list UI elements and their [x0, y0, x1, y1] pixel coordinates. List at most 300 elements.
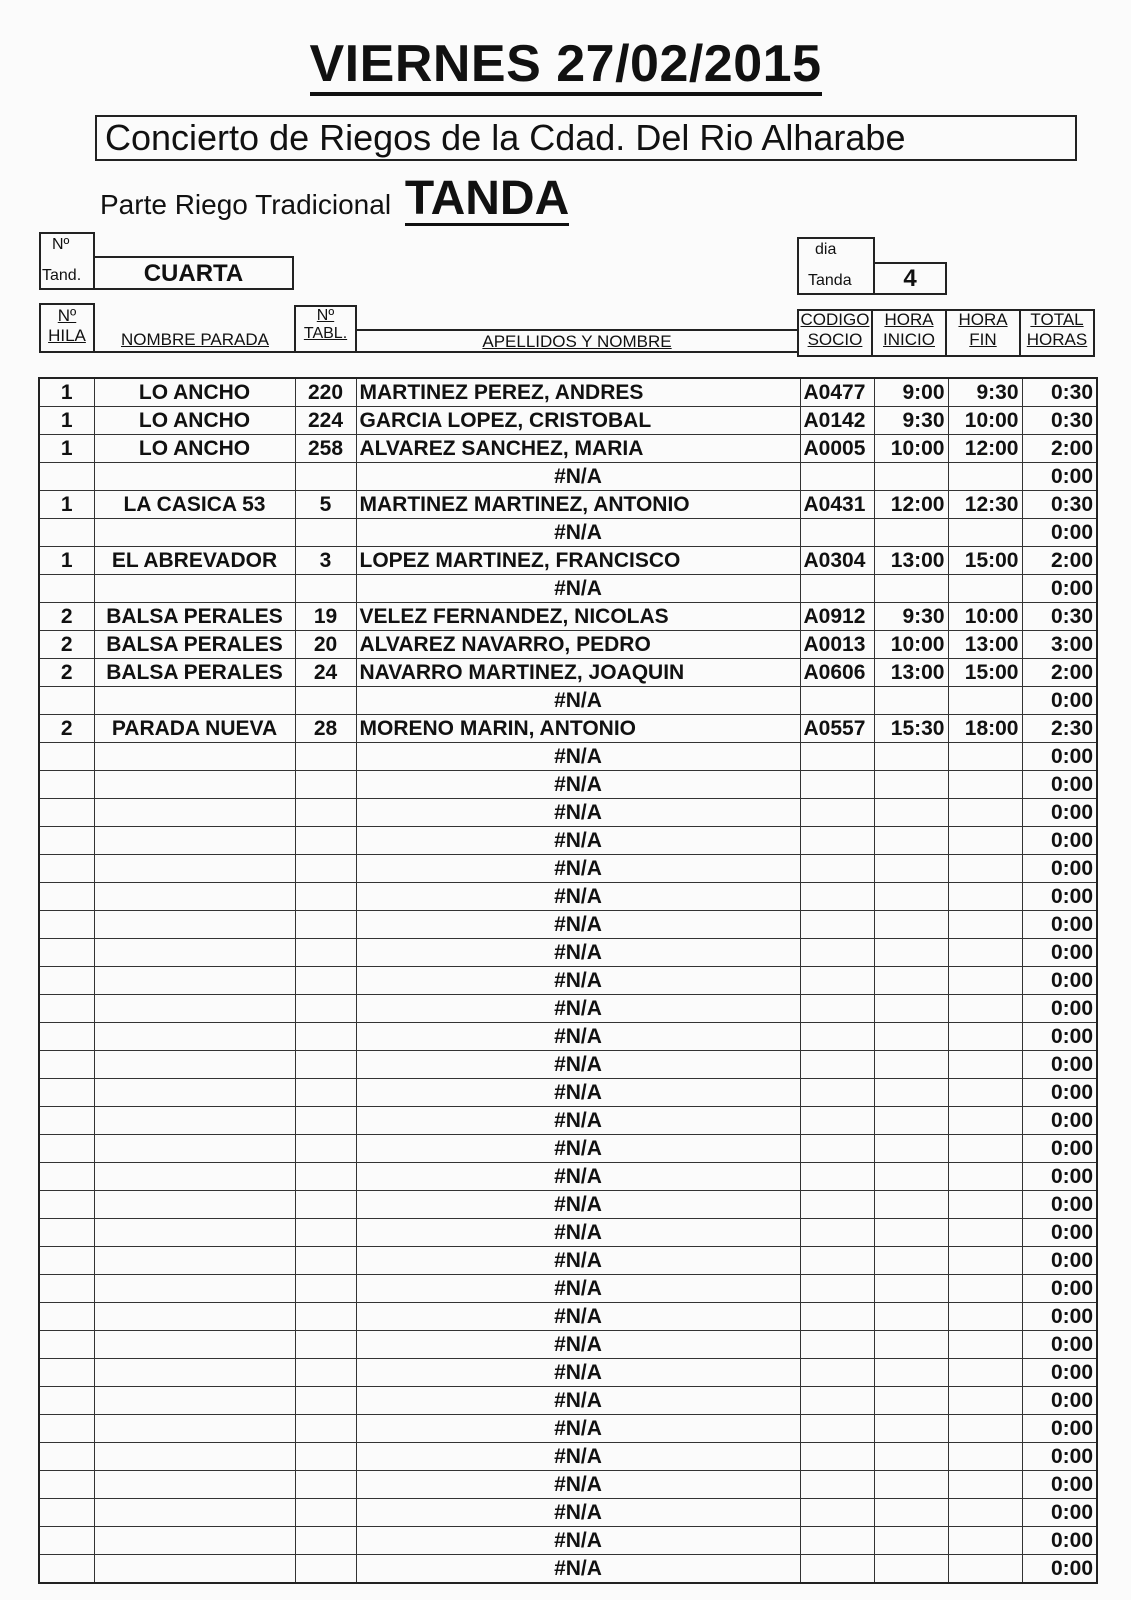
table-row: [39, 1023, 1097, 1051]
cell-total: 0:00: [1022, 575, 1097, 603]
cell-codigo: [800, 1471, 874, 1499]
cell-total: 0:00: [1022, 1443, 1097, 1471]
table-row: [39, 1191, 1097, 1219]
cell-total: 0:00: [1022, 1275, 1097, 1303]
table-row: [39, 547, 1097, 575]
cell-inicio: [874, 1443, 948, 1471]
cell-parada: [94, 1163, 295, 1191]
cell-hila: [39, 967, 94, 995]
cell-hila: 1: [39, 547, 94, 575]
cell-total: 0:00: [1022, 1415, 1097, 1443]
cell-fin: [948, 1219, 1022, 1247]
cell-hila: [39, 799, 94, 827]
cell-fin: [948, 575, 1022, 603]
cell-nombre: #N/A: [356, 1555, 800, 1584]
table-row: [39, 1443, 1097, 1471]
cell-tabl: [295, 1415, 356, 1443]
cell-hila: [39, 1163, 94, 1191]
cell-nombre: LOPEZ MARTINEZ, FRANCISCO: [356, 547, 800, 575]
cell-total: 0:00: [1022, 1219, 1097, 1247]
cell-total: 0:00: [1022, 743, 1097, 771]
cell-inicio: [874, 743, 948, 771]
table-row: [39, 743, 1097, 771]
cell-nombre: #N/A: [356, 855, 800, 883]
cell-nombre: #N/A: [356, 883, 800, 911]
cell-codigo: [800, 855, 874, 883]
cell-fin: [948, 743, 1022, 771]
cell-fin: [948, 1135, 1022, 1163]
cell-inicio: [874, 575, 948, 603]
cell-fin: [948, 1051, 1022, 1079]
table-row: [39, 1163, 1097, 1191]
cell-inicio: [874, 1163, 948, 1191]
cell-tabl: [295, 1275, 356, 1303]
cell-nombre: #N/A: [356, 1415, 800, 1443]
cell-parada: [94, 1415, 295, 1443]
cell-nombre: #N/A: [356, 1051, 800, 1079]
cell-tabl: 28: [295, 715, 356, 743]
cell-hila: [39, 1135, 94, 1163]
table-row: [39, 771, 1097, 799]
cell-parada: [94, 687, 295, 715]
cell-fin: [948, 883, 1022, 911]
cell-fin: [948, 1331, 1022, 1359]
cell-fin: [948, 855, 1022, 883]
cell-tabl: [295, 1331, 356, 1359]
cell-parada: [94, 855, 295, 883]
cell-inicio: 13:00: [874, 659, 948, 687]
cell-hila: [39, 771, 94, 799]
cell-total: 0:00: [1022, 1499, 1097, 1527]
cell-hila: [39, 1527, 94, 1555]
cell-inicio: [874, 967, 948, 995]
cell-nombre: #N/A: [356, 939, 800, 967]
cell-inicio: [874, 687, 948, 715]
cell-parada: [94, 1303, 295, 1331]
cell-inicio: [874, 1415, 948, 1443]
cell-parada: [94, 463, 295, 491]
cell-fin: [948, 939, 1022, 967]
cell-codigo: [800, 1387, 874, 1415]
table-row: [39, 1303, 1097, 1331]
cell-total: 0:00: [1022, 1163, 1097, 1191]
cell-hila: [39, 995, 94, 1023]
cell-codigo: [800, 1163, 874, 1191]
cell-tabl: [295, 939, 356, 967]
cell-hila: [39, 1443, 94, 1471]
cell-codigo: A0005: [800, 435, 874, 463]
cell-tabl: [295, 1219, 356, 1247]
cell-nombre: #N/A: [356, 827, 800, 855]
cell-nombre: #N/A: [356, 575, 800, 603]
cell-fin: [948, 1275, 1022, 1303]
cell-codigo: [800, 1303, 874, 1331]
cell-inicio: [874, 1079, 948, 1107]
cell-total: 0:00: [1022, 827, 1097, 855]
cell-codigo: A0606: [800, 659, 874, 687]
cell-total: 0:00: [1022, 1555, 1097, 1584]
cell-codigo: [800, 827, 874, 855]
cell-inicio: [874, 1051, 948, 1079]
table-row: [39, 1219, 1097, 1247]
cell-total: 2:00: [1022, 659, 1097, 687]
cell-hila: [39, 1499, 94, 1527]
cell-tabl: [295, 1135, 356, 1163]
cell-total: 0:30: [1022, 407, 1097, 435]
cell-tabl: [295, 575, 356, 603]
document-title: [0, 36, 1131, 96]
cell-parada: [94, 1107, 295, 1135]
cell-codigo: [800, 771, 874, 799]
table-row: [39, 1471, 1097, 1499]
table-row: [39, 883, 1097, 911]
table-row: [39, 1527, 1097, 1555]
cell-hila: [39, 1359, 94, 1387]
table-row: [39, 1499, 1097, 1527]
cell-fin: [948, 1555, 1022, 1584]
cell-tabl: [295, 911, 356, 939]
cell-total: 0:00: [1022, 855, 1097, 883]
cell-parada: [94, 1555, 295, 1584]
cell-total: 0:00: [1022, 1359, 1097, 1387]
table-row: [39, 1555, 1097, 1584]
header-nombre: APELLIDOS Y NOMBRE: [482, 332, 672, 351]
cell-tabl: [295, 1107, 356, 1135]
cell-total: 0:00: [1022, 911, 1097, 939]
cell-fin: [948, 1499, 1022, 1527]
cell-fin: [948, 1527, 1022, 1555]
header-total: TOTAL HORAS: [1026, 310, 1088, 349]
cell-fin: [948, 1303, 1022, 1331]
cell-parada: [94, 1051, 295, 1079]
cell-tabl: [295, 1443, 356, 1471]
cell-nombre: #N/A: [356, 1107, 800, 1135]
cell-hila: [39, 1191, 94, 1219]
table-row: [39, 575, 1097, 603]
cell-codigo: [800, 1051, 874, 1079]
table-row: [39, 1387, 1097, 1415]
cell-inicio: 10:00: [874, 435, 948, 463]
subtitle: [100, 172, 570, 235]
table-row: [39, 855, 1097, 883]
cell-inicio: [874, 939, 948, 967]
cell-inicio: [874, 1191, 948, 1219]
cell-nombre: #N/A: [356, 1135, 800, 1163]
cell-inicio: [874, 1527, 948, 1555]
cell-codigo: [800, 939, 874, 967]
cell-inicio: [874, 827, 948, 855]
cell-tabl: [295, 1079, 356, 1107]
cell-parada: [94, 575, 295, 603]
cell-fin: [948, 911, 1022, 939]
cell-codigo: A0431: [800, 491, 874, 519]
cell-fin: [948, 771, 1022, 799]
table-row: [39, 378, 1097, 407]
cell-parada: [94, 1331, 295, 1359]
cell-codigo: [800, 967, 874, 995]
table-row: [39, 407, 1097, 435]
cell-parada: [94, 1275, 295, 1303]
cell-tabl: 19: [295, 603, 356, 631]
cell-total: 2:00: [1022, 547, 1097, 575]
cell-codigo: A0142: [800, 407, 874, 435]
cell-hila: [39, 1107, 94, 1135]
cell-parada: LO ANCHO: [94, 435, 295, 463]
cell-fin: [948, 799, 1022, 827]
cell-inicio: [874, 1107, 948, 1135]
cell-parada: [94, 1527, 295, 1555]
cell-hila: [39, 519, 94, 547]
cell-nombre: NAVARRO MARTINEZ, JOAQUIN: [356, 659, 800, 687]
cell-fin: [948, 995, 1022, 1023]
cell-hila: 1: [39, 378, 94, 407]
cell-tabl: 258: [295, 435, 356, 463]
cell-codigo: A0304: [800, 547, 874, 575]
cell-inicio: [874, 771, 948, 799]
cell-codigo: [800, 1023, 874, 1051]
cell-nombre: MORENO MARIN, ANTONIO: [356, 715, 800, 743]
cell-codigo: [800, 519, 874, 547]
cell-fin: 15:00: [948, 659, 1022, 687]
cell-tabl: [295, 883, 356, 911]
cell-nombre: #N/A: [356, 743, 800, 771]
cell-fin: [948, 967, 1022, 995]
header-parada: NOMBRE PARADA: [121, 330, 269, 349]
cell-nombre: #N/A: [356, 1387, 800, 1415]
cell-fin: [948, 1023, 1022, 1051]
cell-fin: [948, 519, 1022, 547]
cell-nombre: #N/A: [356, 1247, 800, 1275]
cell-fin: 12:30: [948, 491, 1022, 519]
cell-parada: BALSA PERALES: [94, 659, 295, 687]
cell-total: 0:00: [1022, 1303, 1097, 1331]
table-row: [39, 939, 1097, 967]
cell-total: 0:30: [1022, 378, 1097, 407]
cell-tabl: [295, 1163, 356, 1191]
cell-hila: [39, 911, 94, 939]
table-row: [39, 1359, 1097, 1387]
table-row: [39, 631, 1097, 659]
cell-total: 2:30: [1022, 715, 1097, 743]
cell-inicio: [874, 1499, 948, 1527]
cell-fin: 13:00: [948, 631, 1022, 659]
cell-total: 0:00: [1022, 1471, 1097, 1499]
cell-fin: 12:00: [948, 435, 1022, 463]
cell-tabl: [295, 519, 356, 547]
cell-tabl: [295, 463, 356, 491]
cell-codigo: [800, 995, 874, 1023]
cell-inicio: 10:00: [874, 631, 948, 659]
cell-total: 0:00: [1022, 687, 1097, 715]
dia-label: dia: [815, 241, 837, 258]
cell-hila: [39, 1051, 94, 1079]
cell-inicio: [874, 1331, 948, 1359]
cell-inicio: 13:00: [874, 547, 948, 575]
cell-inicio: [874, 1219, 948, 1247]
cell-hila: 2: [39, 715, 94, 743]
cell-total: 0:00: [1022, 1191, 1097, 1219]
cell-fin: [948, 1387, 1022, 1415]
cell-fin: [948, 687, 1022, 715]
cell-fin: 9:30: [948, 378, 1022, 407]
cell-nombre: #N/A: [356, 1331, 800, 1359]
cell-hila: 2: [39, 659, 94, 687]
cell-codigo: [800, 1191, 874, 1219]
cell-parada: [94, 1443, 295, 1471]
cell-codigo: [800, 1443, 874, 1471]
cell-codigo: A0013: [800, 631, 874, 659]
cell-codigo: [800, 575, 874, 603]
cell-tabl: 20: [295, 631, 356, 659]
cell-nombre: #N/A: [356, 687, 800, 715]
cell-codigo: [800, 463, 874, 491]
cell-codigo: [800, 911, 874, 939]
cell-total: 0:00: [1022, 1079, 1097, 1107]
cell-tabl: [295, 799, 356, 827]
cell-fin: [948, 1443, 1022, 1471]
cell-total: 3:00: [1022, 631, 1097, 659]
cell-codigo: [800, 1247, 874, 1275]
cell-parada: [94, 1135, 295, 1163]
cell-tabl: [295, 771, 356, 799]
header-codigo: CODIGO SOCIO: [800, 310, 870, 349]
cell-codigo: A0912: [800, 603, 874, 631]
cell-fin: [948, 1079, 1022, 1107]
cell-inicio: [874, 799, 948, 827]
cell-parada: [94, 771, 295, 799]
cell-tabl: 224: [295, 407, 356, 435]
cell-parada: LO ANCHO: [94, 378, 295, 407]
cell-inicio: 12:00: [874, 491, 948, 519]
cell-inicio: [874, 1135, 948, 1163]
cell-nombre: #N/A: [356, 1443, 800, 1471]
cell-inicio: [874, 1359, 948, 1387]
cell-parada: [94, 1387, 295, 1415]
cell-parada: [94, 911, 295, 939]
table-row: [39, 1247, 1097, 1275]
cell-fin: 10:00: [948, 603, 1022, 631]
cell-nombre: #N/A: [356, 1499, 800, 1527]
cell-hila: [39, 1219, 94, 1247]
cell-hila: 1: [39, 407, 94, 435]
cell-parada: [94, 939, 295, 967]
tanda-label-tand: Tand.: [42, 267, 82, 284]
cell-tabl: [295, 995, 356, 1023]
cell-total: 0:00: [1022, 1135, 1097, 1163]
cell-inicio: 9:00: [874, 378, 948, 407]
cell-fin: 18:00: [948, 715, 1022, 743]
cell-nombre: VELEZ FERNANDEZ, NICOLAS: [356, 603, 800, 631]
cell-inicio: 9:30: [874, 603, 948, 631]
cell-inicio: [874, 1247, 948, 1275]
cell-inicio: [874, 1275, 948, 1303]
cell-parada: PARADA NUEVA: [94, 715, 295, 743]
cell-inicio: [874, 1471, 948, 1499]
cell-codigo: [800, 1527, 874, 1555]
cell-total: 0:00: [1022, 1331, 1097, 1359]
cell-parada: [94, 743, 295, 771]
cell-codigo: [800, 1555, 874, 1584]
cell-fin: [948, 827, 1022, 855]
cell-parada: [94, 1191, 295, 1219]
cell-parada: [94, 1247, 295, 1275]
cell-parada: [94, 1471, 295, 1499]
cell-inicio: [874, 1555, 948, 1584]
cell-hila: [39, 1387, 94, 1415]
cell-tabl: 3: [295, 547, 356, 575]
cell-nombre: #N/A: [356, 995, 800, 1023]
table-row: [39, 603, 1097, 631]
cell-hila: [39, 1247, 94, 1275]
cell-hila: [39, 1331, 94, 1359]
table-row: [39, 967, 1097, 995]
cell-tabl: [295, 1051, 356, 1079]
cell-parada: [94, 967, 295, 995]
cell-inicio: [874, 1303, 948, 1331]
cell-parada: BALSA PERALES: [94, 631, 295, 659]
cell-hila: [39, 1471, 94, 1499]
cell-hila: [39, 575, 94, 603]
table-row: [39, 827, 1097, 855]
table-row: [39, 1135, 1097, 1163]
cell-hila: [39, 1303, 94, 1331]
cell-hila: [39, 1415, 94, 1443]
cell-fin: [948, 1471, 1022, 1499]
cell-fin: [948, 1191, 1022, 1219]
cell-inicio: [874, 995, 948, 1023]
cell-codigo: [800, 1135, 874, 1163]
cell-total: 0:00: [1022, 1527, 1097, 1555]
cell-hila: [39, 883, 94, 911]
subtitle-text: Parte Riego Tradicional: [100, 189, 392, 220]
cell-tabl: 220: [295, 378, 356, 407]
cell-parada: LO ANCHO: [94, 407, 295, 435]
header-fin: HORA FIN: [958, 310, 1008, 349]
table-row: [39, 519, 1097, 547]
cell-fin: [948, 1107, 1022, 1135]
cell-tabl: [295, 1023, 356, 1051]
subtitle-tanda: TANDA: [404, 172, 570, 225]
cell-tabl: 5: [295, 491, 356, 519]
cell-nombre: #N/A: [356, 1191, 800, 1219]
irrigation-table: [38, 377, 1098, 1584]
cell-tabl: [295, 827, 356, 855]
cell-nombre: #N/A: [356, 1079, 800, 1107]
cell-total: 0:00: [1022, 967, 1097, 995]
cell-nombre: MARTINEZ PEREZ, ANDRES: [356, 378, 800, 407]
cell-inicio: [874, 463, 948, 491]
cell-parada: [94, 1079, 295, 1107]
cell-inicio: [874, 855, 948, 883]
cell-inicio: [874, 883, 948, 911]
table-row: [39, 715, 1097, 743]
cell-inicio: [874, 1023, 948, 1051]
cell-hila: [39, 855, 94, 883]
cell-tabl: [295, 1303, 356, 1331]
header-parada-line: [95, 329, 296, 353]
cell-hila: [39, 827, 94, 855]
cell-total: 0:30: [1022, 603, 1097, 631]
cell-fin: [948, 1359, 1022, 1387]
table-row: [39, 435, 1097, 463]
cell-hila: [39, 1023, 94, 1051]
cell-total: 0:00: [1022, 1387, 1097, 1415]
cell-nombre: #N/A: [356, 771, 800, 799]
cell-inicio: [874, 1387, 948, 1415]
cell-codigo: [800, 1415, 874, 1443]
cell-hila: [39, 463, 94, 491]
cell-total: 0:00: [1022, 1107, 1097, 1135]
